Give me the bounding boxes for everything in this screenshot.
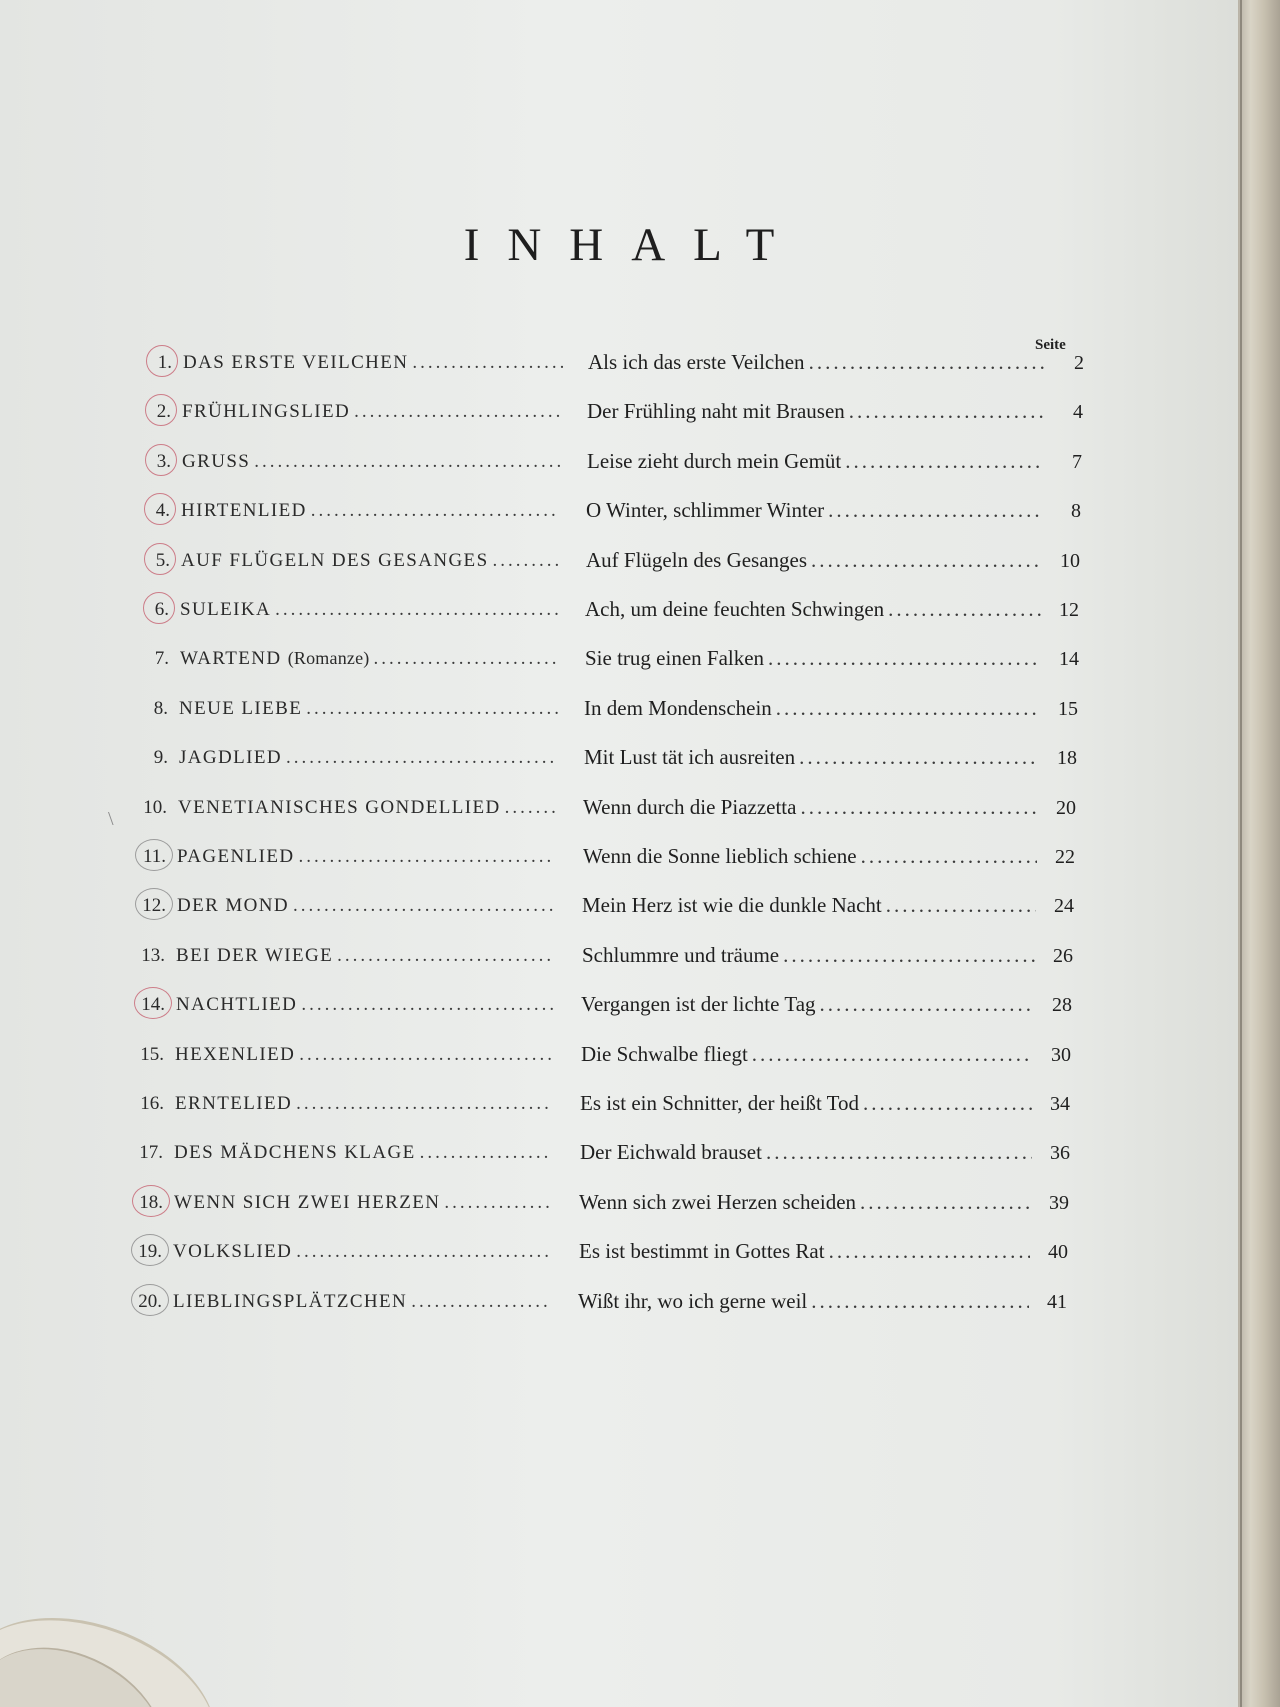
- first-line-text: Als ich das erste Veilchen: [588, 350, 805, 374]
- page-number: 28: [1052, 994, 1072, 1016]
- dot-leader: [752, 1042, 1033, 1067]
- entry-number: 14.: [117, 994, 165, 1016]
- song-title-text: PAGENLIED: [177, 846, 295, 867]
- dot-leader: [286, 747, 557, 769]
- toc-entry: [0, 889, 1238, 929]
- song-title-text: WARTEND: [180, 648, 282, 669]
- song-title-text: HIRTENLIED: [181, 500, 307, 521]
- dot-leader: [354, 401, 562, 423]
- dot-leader: [493, 550, 560, 572]
- first-line-text: O Winter, schlimmer Winter: [586, 498, 825, 522]
- first-line-text: Mein Herz ist wie die dunkle Nacht: [582, 893, 882, 917]
- dot-leader: [275, 599, 559, 621]
- entry-number: 20.: [114, 1291, 162, 1313]
- song-title-text: NEUE LIEBE: [179, 698, 303, 719]
- first-line: [578, 1289, 1029, 1314]
- entry-number: 15.: [140, 1044, 164, 1065]
- first-line: [583, 795, 1038, 820]
- page-edge: [1238, 0, 1280, 1707]
- first-line-text: Wenn durch die Piazzetta: [583, 795, 797, 819]
- toc-entry: [0, 692, 1238, 732]
- first-line-text: Auf Flügeln des Gesanges: [586, 548, 808, 572]
- dot-leader: [293, 895, 555, 917]
- toc-entry: [0, 593, 1238, 633]
- song-title: [182, 451, 562, 473]
- entry-number: 6.: [121, 599, 169, 621]
- song-title-text: DAS ERSTE VEILCHEN: [183, 352, 409, 373]
- first-line: [588, 350, 1046, 375]
- first-line-text: Ach, um deine feuchten Schwingen: [585, 597, 885, 621]
- entry-number: 3.: [123, 451, 171, 473]
- dot-leader: [828, 498, 1043, 523]
- dot-leader: [861, 844, 1037, 869]
- toc-entry: [0, 840, 1238, 880]
- song-subtitle: (Romanze): [287, 648, 370, 668]
- entry-number: 1.: [124, 352, 172, 374]
- entry-number: 18.: [115, 1192, 163, 1214]
- song-title: [180, 599, 559, 621]
- song-title-text: VENETIANISCHES GONDELLIED: [178, 797, 501, 818]
- dot-leader: [776, 696, 1040, 721]
- dot-leader: [860, 1190, 1031, 1215]
- dot-leader: [311, 500, 560, 522]
- song-title-text: AUF FLÜGELN DES GESANGES: [181, 550, 489, 571]
- toc-entry: [0, 395, 1238, 435]
- dot-leader: [799, 745, 1039, 770]
- dot-leader: [820, 992, 1034, 1017]
- first-line: [587, 449, 1044, 474]
- first-line: [585, 646, 1041, 671]
- first-line-text: Der Frühling naht mit Brausen: [587, 399, 845, 423]
- first-line: [587, 399, 1045, 424]
- dot-leader: [301, 994, 553, 1016]
- entry-number: 4.: [122, 500, 170, 522]
- song-title: [183, 352, 563, 374]
- song-title: [179, 747, 557, 769]
- page-number: 15: [1058, 698, 1078, 720]
- dot-leader: [411, 1291, 549, 1313]
- song-title-text: SULEIKA: [180, 599, 272, 620]
- page-number: 2: [1074, 352, 1084, 374]
- dot-leader: [811, 1289, 1029, 1314]
- first-line-text: Es ist ein Schnitter, der heißt Tod: [580, 1091, 860, 1115]
- first-line-text: Leise zieht durch mein Gemüt: [587, 449, 842, 473]
- page-number: 24: [1054, 895, 1074, 917]
- dot-leader: [809, 350, 1046, 375]
- dot-leader: [373, 648, 559, 670]
- dot-leader: [298, 846, 555, 868]
- song-title-text: WENN SICH ZWEI HERZEN: [174, 1192, 441, 1213]
- song-title: [173, 1241, 549, 1263]
- page-number: 40: [1048, 1241, 1068, 1263]
- page-number: 39: [1049, 1192, 1069, 1214]
- first-line: [584, 745, 1039, 770]
- first-line: [585, 597, 1041, 622]
- entry-number: 5.: [122, 550, 170, 572]
- page-number: 36: [1050, 1142, 1070, 1164]
- toc-entry: [0, 642, 1238, 682]
- dot-leader: [845, 449, 1044, 474]
- entry-number: 7.: [154, 648, 169, 669]
- dot-leader: [254, 451, 562, 473]
- first-line: [581, 1042, 1033, 1067]
- dot-leader: [296, 1093, 552, 1115]
- page-number: 14: [1059, 648, 1079, 670]
- toc-entry: [0, 1136, 1238, 1176]
- first-line-text: Schlummre und träume: [582, 943, 780, 967]
- first-line: [586, 548, 1042, 573]
- page-number: 18: [1057, 747, 1077, 769]
- song-title-text: JAGDLIED: [179, 747, 283, 768]
- dot-leader: [306, 698, 558, 720]
- dot-leader: [296, 1241, 549, 1263]
- toc-entry: [0, 445, 1238, 485]
- entry-number: 11.: [118, 846, 166, 868]
- entry-number: 2.: [123, 401, 171, 423]
- first-line-text: Mit Lust tät ich ausreiten: [584, 745, 796, 769]
- dot-leader: [886, 893, 1036, 918]
- entry-number: 16.: [140, 1093, 164, 1114]
- song-title-text: VOLKSLIED: [173, 1241, 293, 1262]
- first-line: [584, 696, 1040, 721]
- page-number: 41: [1047, 1291, 1067, 1313]
- page-number: 10: [1060, 550, 1080, 572]
- toc-entry: [0, 494, 1238, 534]
- dot-leader: [849, 399, 1045, 424]
- song-title: [175, 1044, 552, 1066]
- page-number: 8: [1071, 500, 1081, 522]
- dot-leader: [337, 945, 554, 967]
- song-title: [174, 1142, 551, 1164]
- entry-number: 9.: [153, 747, 168, 768]
- song-title: [175, 1093, 552, 1115]
- song-title-text: HEXENLIED: [175, 1044, 296, 1065]
- page-number: 30: [1051, 1044, 1071, 1066]
- page-number: 22: [1055, 846, 1075, 868]
- first-line-text: Der Eichwald brauset: [580, 1140, 762, 1164]
- song-title-text: NACHTLIED: [176, 994, 298, 1015]
- first-line: [579, 1239, 1030, 1264]
- page-number: 12: [1059, 599, 1079, 621]
- curled-corner: [0, 1605, 210, 1707]
- song-title-text: BEI DER WIEGE: [176, 945, 334, 966]
- song-title-text: DES MÄDCHENS KLAGE: [174, 1142, 416, 1163]
- first-line: [581, 992, 1034, 1017]
- page-number: 4: [1073, 401, 1083, 423]
- page-number: 34: [1050, 1093, 1070, 1115]
- toc-entry: [0, 791, 1238, 831]
- song-title: [173, 1291, 549, 1313]
- first-line-text: Wißt ihr, wo ich gerne weil: [578, 1289, 808, 1313]
- page-column-label: Seite: [1035, 337, 1066, 353]
- page-number: 26: [1053, 945, 1073, 967]
- first-line: [582, 943, 1035, 968]
- entry-number: 17.: [139, 1142, 163, 1163]
- dot-leader: [412, 352, 563, 374]
- song-title: [181, 550, 560, 572]
- dot-leader: [800, 795, 1038, 820]
- first-line: [582, 893, 1036, 918]
- first-line: [583, 844, 1037, 869]
- entry-number: 13.: [141, 945, 165, 966]
- song-title-text: FRÜHLINGSLIED: [182, 401, 351, 422]
- toc-entry: [0, 741, 1238, 781]
- song-title: [181, 500, 560, 522]
- dot-leader: [783, 943, 1035, 968]
- dot-leader: [888, 597, 1041, 622]
- first-line-text: Es ist bestimmt in Gottes Rat: [579, 1239, 825, 1263]
- song-title: [177, 846, 555, 868]
- song-title: [177, 895, 555, 917]
- toc-entry: [0, 1186, 1238, 1226]
- entry-number: 12.: [118, 895, 166, 917]
- entry-number: 10.: [143, 797, 167, 818]
- toc-entry: [0, 346, 1238, 386]
- toc-entry: [0, 988, 1238, 1028]
- dot-leader: [299, 1044, 552, 1066]
- dot-leader: [766, 1140, 1032, 1165]
- first-line-text: In dem Mondenschein: [584, 696, 772, 720]
- entry-number: 8.: [153, 698, 168, 719]
- first-line: [580, 1140, 1032, 1165]
- dot-leader: [420, 1142, 551, 1164]
- song-title: [174, 1192, 551, 1214]
- dot-leader: [811, 548, 1042, 573]
- song-title: [176, 945, 554, 967]
- toc-entry: [0, 1038, 1238, 1078]
- entry-number: 19.: [114, 1241, 162, 1263]
- toc-entry: [0, 1087, 1238, 1127]
- song-title-text: LIEBLINGSPLÄTZCHEN: [173, 1291, 408, 1312]
- song-title: [180, 648, 559, 670]
- dot-leader: [863, 1091, 1032, 1116]
- first-line-text: Vergangen ist der lichte Tag: [581, 992, 816, 1016]
- song-title-text: DER MOND: [177, 895, 290, 916]
- song-title: [178, 797, 556, 819]
- toc-entry: [0, 1285, 1238, 1325]
- first-line: [579, 1190, 1031, 1215]
- first-line-text: Die Schwalbe fliegt: [581, 1042, 748, 1066]
- pencil-tick-mark: \: [108, 808, 114, 830]
- song-title: [182, 401, 562, 423]
- page-title: INHALT: [463, 219, 803, 271]
- first-line: [586, 498, 1043, 523]
- first-line-text: Wenn sich zwei Herzen scheiden: [579, 1190, 857, 1214]
- first-line-text: Wenn die Sonne lieblich schiene: [583, 844, 857, 868]
- song-title: [179, 698, 558, 720]
- dot-leader: [829, 1239, 1030, 1264]
- page-number: 20: [1056, 797, 1076, 819]
- song-title: [176, 994, 553, 1016]
- first-line: [580, 1091, 1032, 1116]
- song-title-text: GRUSS: [182, 451, 251, 472]
- page-number: 7: [1072, 451, 1082, 473]
- dot-leader: [444, 1192, 551, 1214]
- toc-entry: [0, 939, 1238, 979]
- toc-entry: [0, 544, 1238, 584]
- first-line-text: Sie trug einen Falken: [585, 646, 765, 670]
- song-title-text: ERNTELIED: [175, 1093, 293, 1114]
- dot-leader: [768, 646, 1041, 671]
- toc-entry: [0, 1235, 1238, 1275]
- dot-leader: [505, 797, 556, 819]
